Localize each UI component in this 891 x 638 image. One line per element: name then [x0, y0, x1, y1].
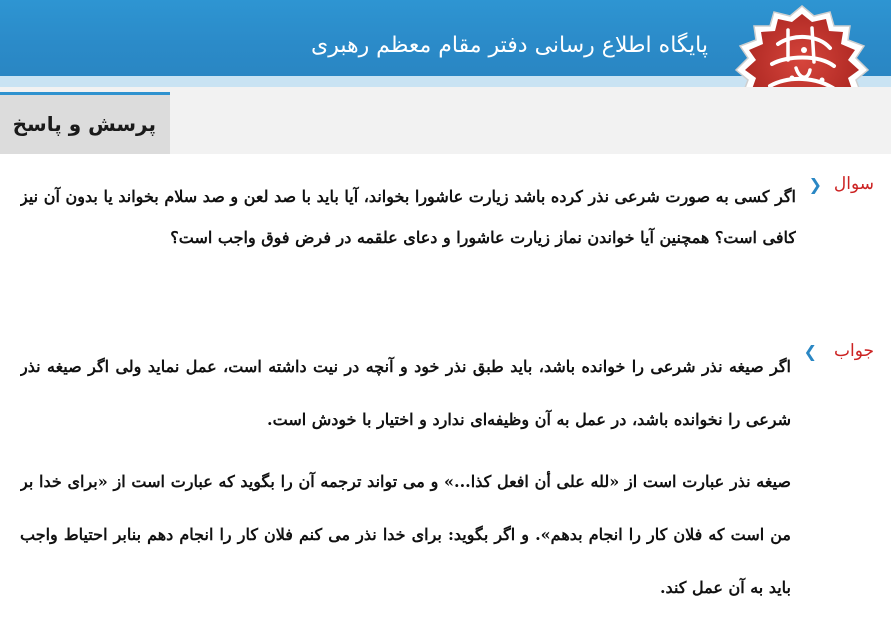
question-label: سوال: [833, 174, 874, 194]
chevron-right-icon: ❯: [803, 342, 817, 361]
answer-paragraph-2: صیغه نذر عبارت است از «لله علی أن افعل کذا...» و می تواند ترجمه آن را بگوید که عبارت است از «برای خدا بر من است که فلان کار را انجام بدهم». و اگر بگوید: برای خدا نذر می کنم فلان کار را انجام دهم بنابر احتیاط واجب باید به آن عمل کند.: [20, 472, 791, 597]
section-title: پرسش و پاسخ: [12, 112, 156, 136]
site-title: پایگاه اطلاع رسانی دفتر مقام معظم رهبری: [310, 33, 708, 58]
chevron-left-icon: ❮: [808, 175, 822, 194]
answer-paragraph-1: اگر صیغه نذر شرعی را خوانده باشد، باید طبق نذر خود و آنچه در نیت داشته است، عمل نماید ولی اگر صیغه نذر شرعی را نخوانده باشد، در عمل به آن وظیفه‌ای ندارد و اختیار با خودش است.: [20, 357, 791, 429]
section-tab[interactable]: [0, 92, 170, 154]
question-text: اگر کسی به صورت شرعی نذر کرده باشد زیارت عاشورا بخواند، آیا باید با صد لعن و صد سلام بخواند یا بدون آن نیز کافی است؟ همچنین آیا خواندن نماز زیارت عاشورا و دعای علقمه در فرض فوق واجب است؟: [20, 187, 796, 247]
answer-label: جواب: [833, 341, 874, 361]
